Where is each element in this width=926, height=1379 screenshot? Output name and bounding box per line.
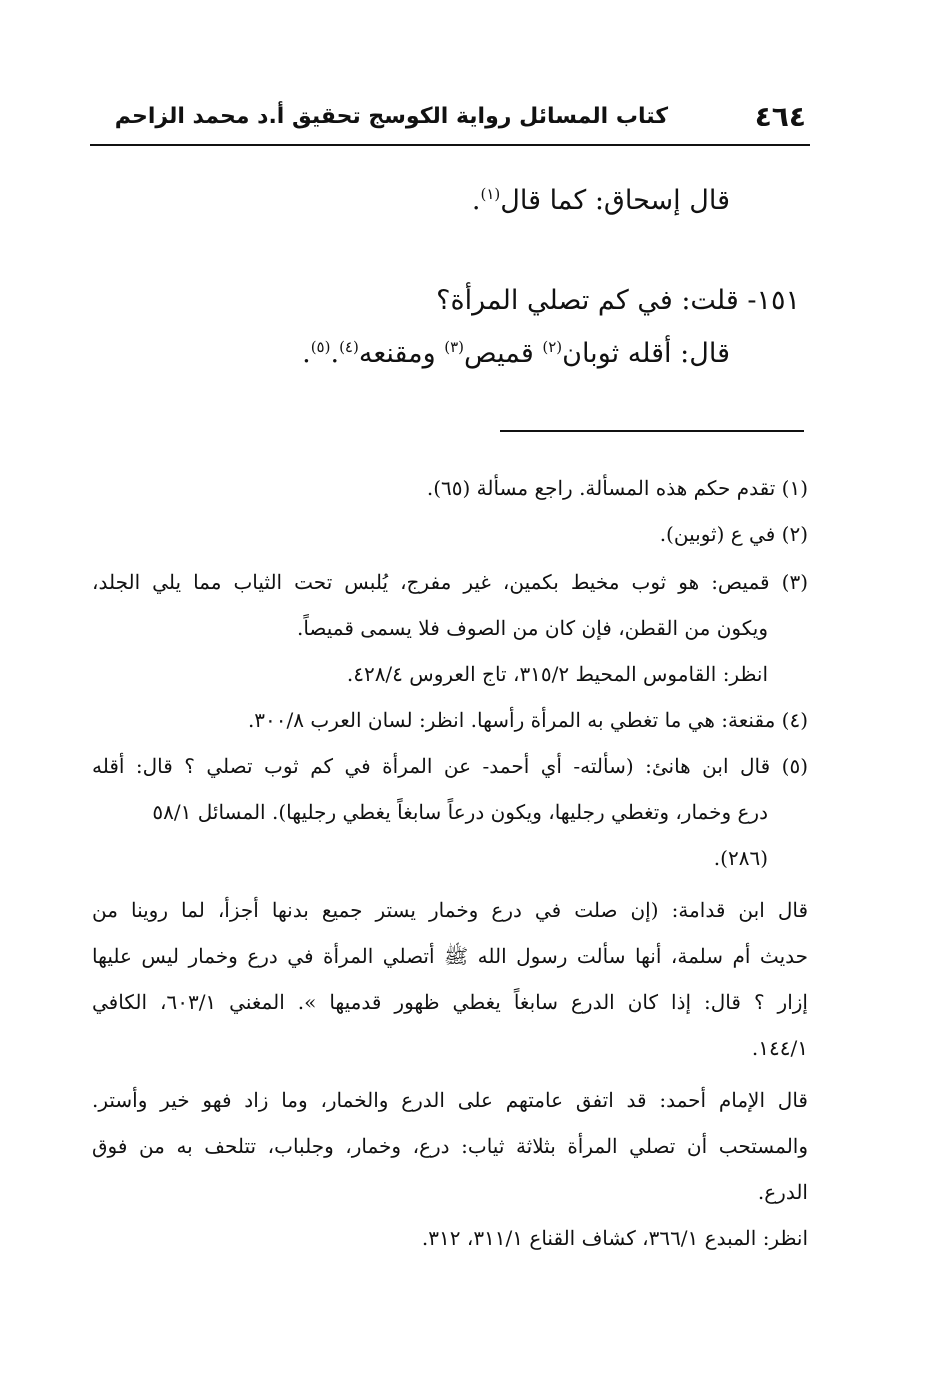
ishaq-statement [472,185,730,216]
answer-151 [302,338,730,369]
footnote-5-line-1: (٥) قال ابن هانئ: (سألته- أي أحمد- عن المرأة في كم ثوب تصلي ؟ قال: أقله [92,754,808,778]
footnote-5-line-2: درع وخمار، وتغطي رجليها، ويكون درعاً سابغاً يغطي رجليها). المسائل ٥٨/١ [152,800,768,824]
footnote-3-line-1: (٣) قميص: هو ثوب مخيط بكمين، غير مفرج، يُلبس تحت الثياب مما يلي الجلد، [92,570,808,594]
footnote-3-line-3: انظر: القاموس المحيط ٣١٥/٢، تاج العروس ٤٢٨/٤. [346,662,768,686]
footnote-2: (٢) في ع (ثوبين). [659,522,808,546]
footnote-5-line-3: (٢٨٦). [713,846,768,870]
imam-ahmad-line-1: قال الإمام أحمد: قد اتفق عامتهم على الدرع والخمار، وما زاد فهو خير وأستر. [92,1088,808,1112]
footnote-ref-3: (٣) [444,338,465,356]
ishaq-end: . [471,185,481,216]
footnote-3-line-2: ويكون من القطن، فإن كان من الصوف فلا يسمى قميصاً. [296,616,768,640]
question-151: ١٥١- قلت: في كم تصلي المرأة؟ [436,285,800,316]
footnote-4: (٤) مقنعة: هي ما تغطي به المرأة رأسها. انظر: لسان العرب ٣٠٠/٨. [247,708,808,732]
footnote-separator [500,430,804,432]
footnote-1: (١) تقدم حكم هذه المسألة. راجع مسألة (٦٥). [426,476,808,500]
answer-part-d: . [330,338,340,369]
answer-part-c: ومقنعه [358,338,445,369]
page-number: ٤٦٤ [754,100,806,133]
answer-part-e: . [302,338,311,369]
ibn-qudama-line-2: حديث أم سلمة، أنها سألت رسول الله ﷺ أتصلي المرأة في درع وخمار ليس عليها [92,944,808,968]
answer-part-b: قميص [464,338,543,369]
page-header [90,100,808,140]
ibn-qudama-line-4: ١٤٤/١. [751,1036,808,1060]
footnote-ref-4: (٤) [339,338,359,356]
running-title: كتاب المسائل رواية الكوسج تحقيق أ.د محمد الزاحم [114,104,668,129]
ishaq-text: قال إسحاق: كما قال [500,185,730,216]
header-rule [90,144,810,146]
footnote-ref-1: (١) [480,185,501,203]
ibn-qudama-line-1: قال ابن قدامة: (إن صلت في درع وخمار يستر جميع بدنها أجزأ، لما روينا من [92,898,808,922]
ibn-qudama-line-3: إزار ؟ قال: إذا كان الدرع سابغاً يغطي ظهور قدميها ». المغني ٦٠٣/١، الكافي [92,990,808,1014]
answer-part-a: قال: أقله ثوبان [562,338,730,369]
footnote-ref-2: (٢) [542,338,563,356]
references-line: انظر: المبدع ٣٦٦/١، كشاف القناع ٣١١/١، ٣١٢. [421,1226,808,1250]
footnote-ref-5: (٥) [310,338,331,356]
imam-ahmad-line-2: والمستحب أن تصلي المرأة بثلاثة ثياب: درع، وخمار، وجلباب، تتلحف به من فوق [92,1134,808,1158]
imam-ahmad-line-3: الدرع. [757,1180,808,1204]
